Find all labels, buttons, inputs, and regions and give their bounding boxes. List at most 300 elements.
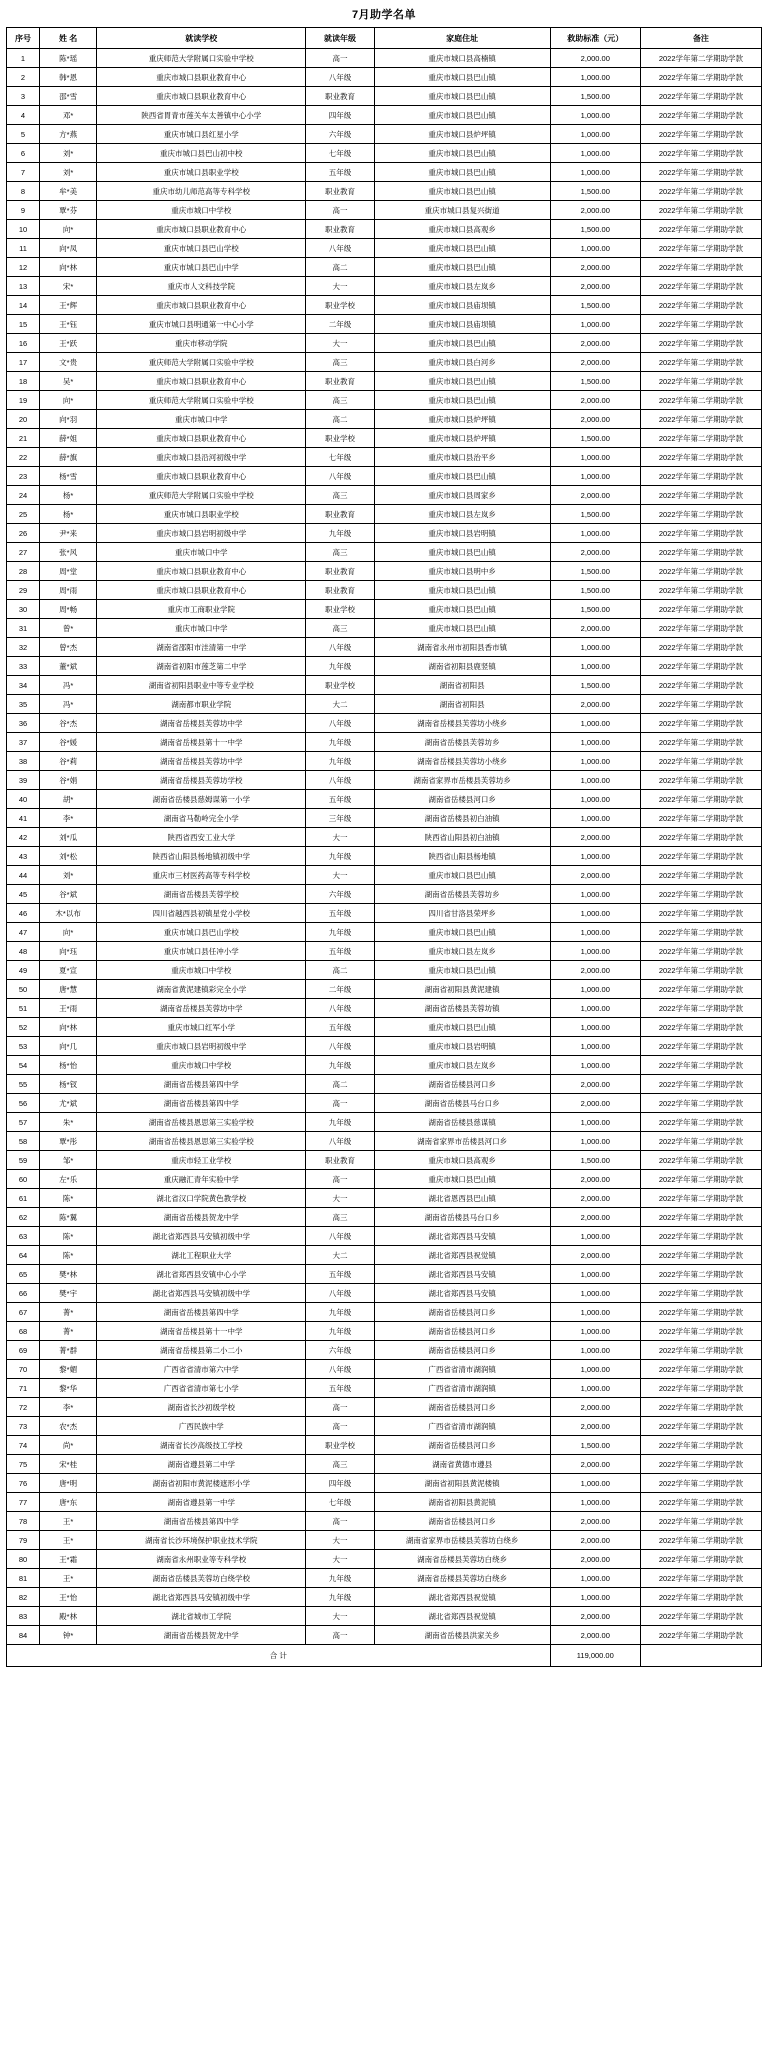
cell-school: 湖北省郑西县马安镇初级中学: [97, 1227, 306, 1246]
cell-remark: 2022学年第二学期助学款: [640, 1436, 761, 1455]
cell-name: 菁*: [40, 1303, 97, 1322]
cell-amount: 1,000.00: [550, 942, 640, 961]
cell-grade: 八年级: [306, 1227, 374, 1246]
table-row: [7, 543, 762, 562]
column-header-name: 姓 名: [40, 28, 97, 49]
cell-name: 王*: [40, 1512, 97, 1531]
table-row: [7, 904, 762, 923]
cell-school: 湖南省岳楼县第四中学: [97, 1512, 306, 1531]
cell-address: 湖南省岳楼县河口乡: [374, 1436, 550, 1455]
cell-no: 64: [7, 1246, 40, 1265]
cell-school: 重庆市城口中学校: [97, 201, 306, 220]
cell-name: 杨*雪: [40, 467, 97, 486]
cell-remark: 2022学年第二学期助学款: [640, 1151, 761, 1170]
cell-amount: 2,000.00: [550, 1550, 640, 1569]
cell-school: 重庆市城口中学: [97, 410, 306, 429]
table-row: [7, 334, 762, 353]
cell-school: 湖南省长沙环境保护职业技术学院: [97, 1531, 306, 1550]
table-row: [7, 1037, 762, 1056]
cell-address: 广西省省清市湖润镇: [374, 1379, 550, 1398]
cell-name: 覃*芬: [40, 201, 97, 220]
table-row: [7, 619, 762, 638]
cell-address: 重庆市城口县巴山镇: [374, 258, 550, 277]
cell-grade: 高一: [306, 49, 374, 68]
cell-amount: 1,000.00: [550, 771, 640, 790]
cell-amount: 2,000.00: [550, 353, 640, 372]
cell-amount: 1,500.00: [550, 220, 640, 239]
cell-address: 重庆市城口县复兴街道: [374, 201, 550, 220]
cell-amount: 1,500.00: [550, 1151, 640, 1170]
cell-remark: 2022学年第二学期助学款: [640, 1512, 761, 1531]
cell-remark: 2022学年第二学期助学款: [640, 1284, 761, 1303]
cell-amount: 2,000.00: [550, 1170, 640, 1189]
cell-grade: 高三: [306, 353, 374, 372]
cell-address: 湖南省岳楼县洪家关乡: [374, 1626, 550, 1645]
cell-grade: 四年级: [306, 106, 374, 125]
cell-grade: 高二: [306, 1075, 374, 1094]
cell-no: 67: [7, 1303, 40, 1322]
cell-no: 66: [7, 1284, 40, 1303]
cell-name: 董*斌: [40, 657, 97, 676]
cell-address: 湖南省家界市岳楼县芙蓉坊乡: [374, 771, 550, 790]
cell-remark: 2022学年第二学期助学款: [640, 1493, 761, 1512]
cell-school: 湖南都市职业学院: [97, 695, 306, 714]
cell-name: 唐*慧: [40, 980, 97, 999]
cell-grade: 八年级: [306, 1284, 374, 1303]
cell-address: 湖南省岳楼县芙蓉坊乡: [374, 885, 550, 904]
cell-remark: 2022学年第二学期助学款: [640, 1189, 761, 1208]
cell-no: 31: [7, 619, 40, 638]
table-row: [7, 486, 762, 505]
cell-grade: 职业学校: [306, 296, 374, 315]
cell-amount: 1,000.00: [550, 752, 640, 771]
cell-remark: 2022学年第二学期助学款: [640, 201, 761, 220]
cell-remark: 2022学年第二学期助学款: [640, 771, 761, 790]
cell-grade: 高一: [306, 1170, 374, 1189]
table-row: [7, 258, 762, 277]
cell-amount: 2,000.00: [550, 961, 640, 980]
cell-no: 74: [7, 1436, 40, 1455]
cell-address: 湖南省岳楼县河口乡: [374, 1512, 550, 1531]
cell-school: 湖南省马勒岭完全小学: [97, 809, 306, 828]
cell-amount: 2,000.00: [550, 866, 640, 885]
cell-no: 72: [7, 1398, 40, 1417]
cell-remark: 2022学年第二学期助学款: [640, 999, 761, 1018]
cell-no: 6: [7, 144, 40, 163]
cell-address: 重庆市城口县岩明镇: [374, 1037, 550, 1056]
cell-name: 唐*明: [40, 1474, 97, 1493]
table-row: [7, 695, 762, 714]
cell-no: 58: [7, 1132, 40, 1151]
cell-school: 湖南省黄泥建镇彩完全小学: [97, 980, 306, 999]
cell-remark: 2022学年第二学期助学款: [640, 1132, 761, 1151]
cell-school: 湖南省岳楼县慈姆谋第一小学: [97, 790, 306, 809]
table-row: [7, 296, 762, 315]
cell-no: 50: [7, 980, 40, 999]
cell-name: 钟*: [40, 1626, 97, 1645]
cell-remark: 2022学年第二学期助学款: [640, 1550, 761, 1569]
cell-remark: 2022学年第二学期助学款: [640, 410, 761, 429]
cell-name: 黎*媚: [40, 1360, 97, 1379]
cell-no: 39: [7, 771, 40, 790]
cell-name: 王*霜: [40, 1550, 97, 1569]
cell-address: 湖南省岳楼县河口乡: [374, 790, 550, 809]
table-row: [7, 125, 762, 144]
table-row: [7, 1417, 762, 1436]
cell-no: 24: [7, 486, 40, 505]
cell-name: 朱*: [40, 1113, 97, 1132]
cell-amount: 1,500.00: [550, 600, 640, 619]
cell-address: 广西省省清市湖润镇: [374, 1417, 550, 1436]
cell-name: 殿*林: [40, 1607, 97, 1626]
cell-grade: 高三: [306, 391, 374, 410]
cell-school: 重庆师范大学附属口实验中学校: [97, 353, 306, 372]
cell-grade: 九年级: [306, 847, 374, 866]
table-row: [7, 1132, 762, 1151]
cell-grade: 职业教育: [306, 562, 374, 581]
cell-remark: 2022学年第二学期助学款: [640, 1455, 761, 1474]
cell-school: 湖南省邵阳市洼清第一中学: [97, 638, 306, 657]
cell-no: 83: [7, 1607, 40, 1626]
cell-amount: 2,000.00: [550, 277, 640, 296]
cell-school: 湖南省岳楼县芙蓉坊中学: [97, 752, 306, 771]
table-row: [7, 752, 762, 771]
cell-grade: 大二: [306, 1246, 374, 1265]
cell-school: 湖南省遵县第二中学: [97, 1455, 306, 1474]
cell-address: 重庆市城口县高楠镇: [374, 49, 550, 68]
cell-school: 湖南省岳楼县贺龙中学: [97, 1626, 306, 1645]
cell-no: 76: [7, 1474, 40, 1493]
cell-name: 向*几: [40, 1037, 97, 1056]
cell-name: 陈*: [40, 1246, 97, 1265]
cell-grade: 九年级: [306, 1056, 374, 1075]
cell-remark: 2022学年第二学期助学款: [640, 942, 761, 961]
cell-no: 4: [7, 106, 40, 125]
cell-name: 刘*: [40, 144, 97, 163]
cell-name: 向*珏: [40, 942, 97, 961]
cell-no: 40: [7, 790, 40, 809]
cell-amount: 1,500.00: [550, 429, 640, 448]
table-row: [7, 315, 762, 334]
cell-name: 陈*: [40, 1189, 97, 1208]
cell-school: 广西民族中学: [97, 1417, 306, 1436]
cell-remark: 2022学年第二学期助学款: [640, 258, 761, 277]
cell-grade: 二年级: [306, 315, 374, 334]
cell-grade: 高一: [306, 1398, 374, 1417]
cell-school: 湖南省岳楼县第十一中学: [97, 733, 306, 752]
cell-name: 杨*钗: [40, 1075, 97, 1094]
table-row: [7, 638, 762, 657]
cell-amount: 2,000.00: [550, 1246, 640, 1265]
column-header-address: 家庭住址: [374, 28, 550, 49]
cell-no: 20: [7, 410, 40, 429]
cell-amount: 2,000.00: [550, 486, 640, 505]
cell-name: 方*燕: [40, 125, 97, 144]
cell-grade: 九年级: [306, 1113, 374, 1132]
cell-grade: 七年级: [306, 144, 374, 163]
cell-amount: 1,000.00: [550, 1113, 640, 1132]
table-row: [7, 657, 762, 676]
cell-address: 重庆市城口县巴山镇: [374, 87, 550, 106]
cell-name: 周*畅: [40, 600, 97, 619]
cell-school: 重庆市城口县明通第一中心小学: [97, 315, 306, 334]
cell-no: 19: [7, 391, 40, 410]
cell-name: 向*: [40, 923, 97, 942]
cell-amount: 2,000.00: [550, 1512, 640, 1531]
cell-remark: 2022学年第二学期助学款: [640, 1075, 761, 1094]
cell-remark: 2022学年第二学期助学款: [640, 1607, 761, 1626]
table-row: [7, 429, 762, 448]
cell-remark: 2022学年第二学期助学款: [640, 885, 761, 904]
cell-remark: 2022学年第二学期助学款: [640, 581, 761, 600]
table-row: [7, 733, 762, 752]
cell-name: 农*杰: [40, 1417, 97, 1436]
cell-remark: 2022学年第二学期助学款: [640, 182, 761, 201]
cell-amount: 1,000.00: [550, 1132, 640, 1151]
cell-amount: 1,000.00: [550, 980, 640, 999]
cell-amount: 1,000.00: [550, 239, 640, 258]
cell-amount: 1,000.00: [550, 106, 640, 125]
cell-address: 湖南省岳楼县芙蓉坊小绕乡: [374, 714, 550, 733]
cell-name: 邵*雪: [40, 87, 97, 106]
cell-remark: 2022学年第二学期助学款: [640, 714, 761, 733]
cell-no: 55: [7, 1075, 40, 1094]
cell-remark: 2022学年第二学期助学款: [640, 334, 761, 353]
cell-name: 谷*斌: [40, 885, 97, 904]
cell-address: 湖南省初阳县: [374, 676, 550, 695]
cell-address: 湖南省岳楼县芙蓉坊乡: [374, 733, 550, 752]
cell-amount: 1,000.00: [550, 125, 640, 144]
cell-remark: 2022学年第二学期助学款: [640, 809, 761, 828]
cell-no: 25: [7, 505, 40, 524]
cell-address: 重庆市城口县炉坪镇: [374, 429, 550, 448]
cell-amount: 1,000.00: [550, 885, 640, 904]
cell-no: 2: [7, 68, 40, 87]
table-row: [7, 790, 762, 809]
cell-address: 湖南省初阳县黄泥镇: [374, 1493, 550, 1512]
cell-no: 7: [7, 163, 40, 182]
cell-name: 王*雨: [40, 999, 97, 1018]
cell-no: 14: [7, 296, 40, 315]
cell-grade: 大一: [306, 1607, 374, 1626]
cell-grade: 职业教育: [306, 1151, 374, 1170]
page-title: 7月助学名单: [351, 9, 417, 21]
cell-school: 广西省省清市第六中学: [97, 1360, 306, 1379]
cell-grade: 六年级: [306, 1341, 374, 1360]
cell-address: 重庆市城口县巴山镇: [374, 372, 550, 391]
cell-address: 重庆市城口县巴山镇: [374, 182, 550, 201]
cell-no: 57: [7, 1113, 40, 1132]
cell-grade: 大一: [306, 1550, 374, 1569]
table-row: [7, 372, 762, 391]
table-row: [7, 1512, 762, 1531]
cell-name: 宋*桂: [40, 1455, 97, 1474]
cell-name: 向*凤: [40, 239, 97, 258]
cell-grade: 高三: [306, 619, 374, 638]
cell-school: 湖南省岳楼县芙蓉坊中学: [97, 999, 306, 1018]
cell-name: 宋*: [40, 277, 97, 296]
cell-name: 向*林: [40, 258, 97, 277]
cell-school: 陕西省山阳县杨地镇初级中学: [97, 847, 306, 866]
cell-address: 四川省甘洛县荣坪乡: [374, 904, 550, 923]
cell-school: 湖北省汉口学院黄色教学校: [97, 1189, 306, 1208]
cell-grade: 八年级: [306, 1360, 374, 1379]
cell-school: 湖南省岳楼县恩思第三实验学校: [97, 1113, 306, 1132]
cell-amount: 2,000.00: [550, 695, 640, 714]
cell-name: 刘*瓜: [40, 828, 97, 847]
cell-grade: 高二: [306, 258, 374, 277]
cell-amount: 2,000.00: [550, 619, 640, 638]
cell-grade: 高二: [306, 410, 374, 429]
cell-grade: 八年级: [306, 239, 374, 258]
table-row: [7, 1607, 762, 1626]
cell-address: 重庆市城口县巴山镇: [374, 1170, 550, 1189]
cell-school: 湖南省岳楼县第四中学: [97, 1075, 306, 1094]
cell-no: 70: [7, 1360, 40, 1379]
cell-school: 湖南省初阳县职业中等专业学校: [97, 676, 306, 695]
cell-grade: 职业教育: [306, 87, 374, 106]
cell-remark: 2022学年第二学期助学款: [640, 1360, 761, 1379]
cell-address: 重庆市城口县巴山镇: [374, 866, 550, 885]
cell-remark: 2022学年第二学期助学款: [640, 1626, 761, 1645]
cell-amount: 1,000.00: [550, 315, 640, 334]
cell-school: 湖北省郑西县马安镇初级中学: [97, 1284, 306, 1303]
cell-no: 28: [7, 562, 40, 581]
cell-school: 湖南省永州职业等专科学校: [97, 1550, 306, 1569]
cell-name: 李*: [40, 1398, 97, 1417]
cell-amount: 2,000.00: [550, 391, 640, 410]
cell-remark: 2022学年第二学期助学款: [640, 847, 761, 866]
cell-no: 37: [7, 733, 40, 752]
cell-grade: 五年级: [306, 163, 374, 182]
cell-name: 尚*: [40, 1436, 97, 1455]
cell-school: 重庆市城口中学: [97, 619, 306, 638]
cell-name: 王*钰: [40, 315, 97, 334]
cell-amount: 1,000.00: [550, 809, 640, 828]
cell-address: 广西省省清市湖润镇: [374, 1360, 550, 1379]
cell-address: 陕西省山阳县杨地镇: [374, 847, 550, 866]
cell-amount: 1,000.00: [550, 1360, 640, 1379]
cell-remark: 2022学年第二学期助学款: [640, 1227, 761, 1246]
cell-name: 冯*: [40, 695, 97, 714]
cell-grade: 职业学校: [306, 676, 374, 695]
cell-no: 26: [7, 524, 40, 543]
cell-no: 5: [7, 125, 40, 144]
cell-school: 重庆市城口县职业教育中心: [97, 429, 306, 448]
cell-name: 王*怡: [40, 1588, 97, 1607]
cell-address: 重庆市城口县明中乡: [374, 562, 550, 581]
cell-address: 重庆市城口县庙坝镇: [374, 296, 550, 315]
cell-name: 向*: [40, 391, 97, 410]
table-row: [7, 220, 762, 239]
table-row: [7, 505, 762, 524]
cell-address: 湖南省岳楼县河口乡: [374, 1341, 550, 1360]
cell-address: 湖南省家界市岳楼县河口乡: [374, 1132, 550, 1151]
cell-remark: 2022学年第二学期助学款: [640, 1322, 761, 1341]
table-row: [7, 847, 762, 866]
cell-amount: 2,000.00: [550, 49, 640, 68]
cell-amount: 1,000.00: [550, 1379, 640, 1398]
cell-name: 尹*来: [40, 524, 97, 543]
cell-name: 向*林: [40, 1018, 97, 1037]
cell-amount: 1,000.00: [550, 68, 640, 87]
cell-remark: 2022学年第二学期助学款: [640, 239, 761, 258]
cell-name: 黎*华: [40, 1379, 97, 1398]
cell-address: 湖南省岳楼县河口乡: [374, 1398, 550, 1417]
cell-grade: 八年级: [306, 999, 374, 1018]
table-row: [7, 106, 762, 125]
cell-no: 48: [7, 942, 40, 961]
cell-no: 49: [7, 961, 40, 980]
cell-grade: 五年级: [306, 1018, 374, 1037]
cell-no: 71: [7, 1379, 40, 1398]
cell-no: 46: [7, 904, 40, 923]
cell-amount: 1,500.00: [550, 581, 640, 600]
cell-address: 湖北省恩西县巴山镇: [374, 1189, 550, 1208]
cell-address: 湖南省岳楼县马台口乡: [374, 1208, 550, 1227]
cell-no: 81: [7, 1569, 40, 1588]
cell-amount: 2,000.00: [550, 1417, 640, 1436]
cell-name: 杨*: [40, 486, 97, 505]
table-row: [7, 1341, 762, 1360]
total-label: 合 计: [7, 1645, 551, 1667]
cell-amount: 1,000.00: [550, 923, 640, 942]
cell-grade: 职业教育: [306, 220, 374, 239]
cell-remark: 2022学年第二学期助学款: [640, 923, 761, 942]
cell-no: 13: [7, 277, 40, 296]
cell-amount: 2,000.00: [550, 410, 640, 429]
cell-school: 广西省省清市第七小学: [97, 1379, 306, 1398]
cell-remark: 2022学年第二学期助学款: [640, 106, 761, 125]
table-row: [7, 1208, 762, 1227]
cell-amount: 1,000.00: [550, 1227, 640, 1246]
cell-no: 68: [7, 1322, 40, 1341]
table-row: [7, 1493, 762, 1512]
cell-grade: 大一: [306, 828, 374, 847]
cell-amount: 2,000.00: [550, 1607, 640, 1626]
cell-remark: 2022学年第二学期助学款: [640, 486, 761, 505]
table-row: [7, 277, 762, 296]
cell-grade: 大一: [306, 334, 374, 353]
cell-no: 11: [7, 239, 40, 258]
table-header-row: [7, 28, 762, 49]
cell-no: 17: [7, 353, 40, 372]
table-row: [7, 942, 762, 961]
cell-remark: 2022学年第二学期助学款: [640, 1208, 761, 1227]
cell-amount: 1,000.00: [550, 163, 640, 182]
cell-grade: 高三: [306, 543, 374, 562]
cell-address: 陕西省山阳县初白油镇: [374, 828, 550, 847]
cell-grade: 八年级: [306, 467, 374, 486]
cell-remark: 2022学年第二学期助学款: [640, 1588, 761, 1607]
cell-name: 刘*松: [40, 847, 97, 866]
table-row: [7, 1379, 762, 1398]
cell-name: 吴*: [40, 372, 97, 391]
cell-school: 湖北工程职业大学: [97, 1246, 306, 1265]
cell-address: 湖南省岳楼县河口乡: [374, 1303, 550, 1322]
cell-school: 重庆市城口县巴山中学: [97, 258, 306, 277]
cell-school: 重庆市城口县职业教育中心: [97, 562, 306, 581]
cell-school: 重庆市城口中学校: [97, 1056, 306, 1075]
cell-address: 重庆市城口县巴山镇: [374, 334, 550, 353]
cell-name: 木*以布: [40, 904, 97, 923]
cell-address: 湖北省郑西县马安镇: [374, 1284, 550, 1303]
cell-amount: 2,000.00: [550, 1398, 640, 1417]
table-row: [7, 1360, 762, 1379]
cell-remark: 2022学年第二学期助学款: [640, 448, 761, 467]
cell-no: 22: [7, 448, 40, 467]
cell-amount: 2,000.00: [550, 1626, 640, 1645]
